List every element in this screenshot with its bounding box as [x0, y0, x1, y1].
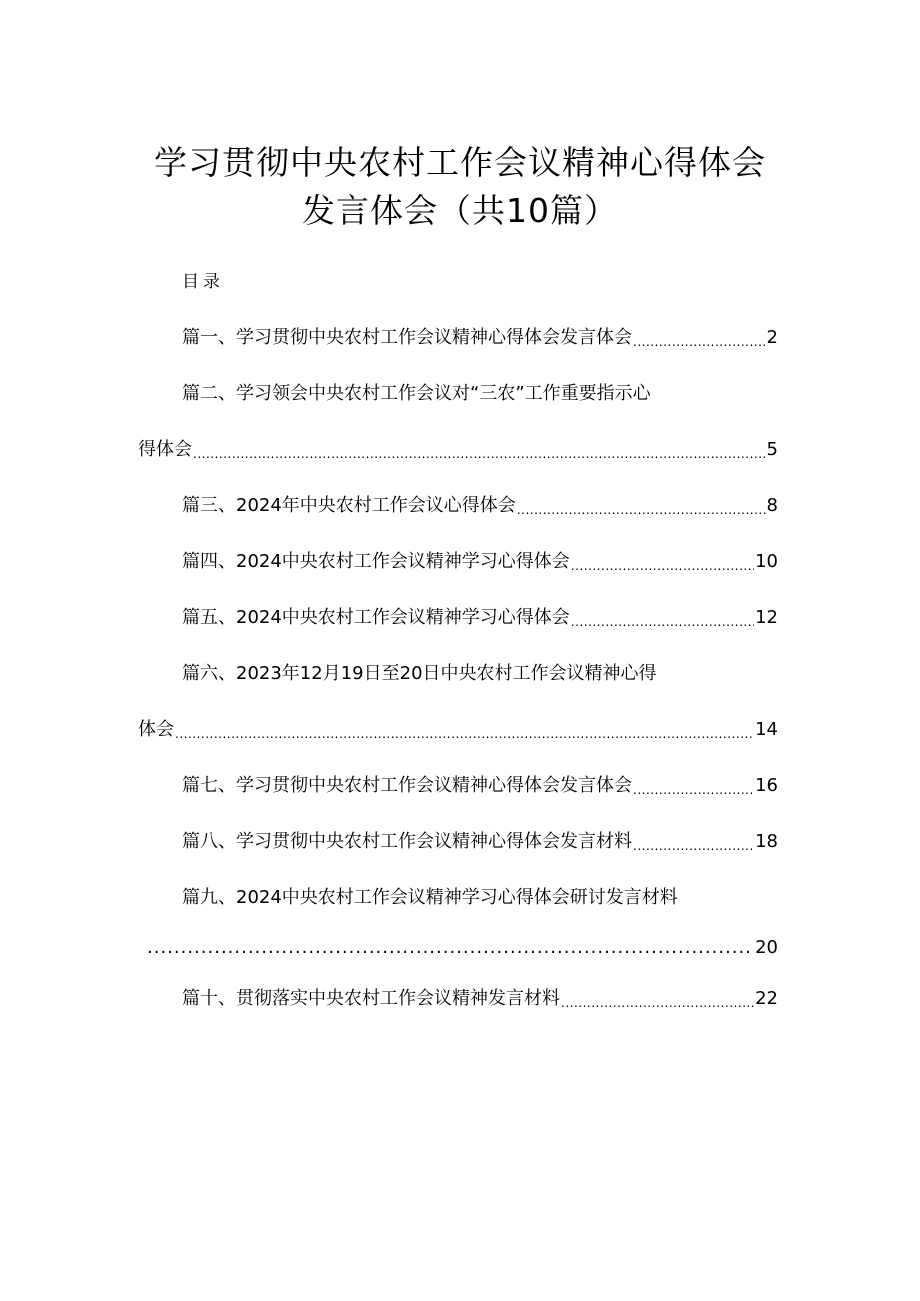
toc-entry-6[interactable] [182, 661, 657, 687]
toc-entry-3[interactable] [182, 493, 778, 519]
toc-leader-dots [517, 501, 766, 519]
toc-entry-5[interactable] [182, 605, 778, 631]
toc-leader-dots [193, 445, 766, 463]
toc-entry-continuation-text: 体会 [138, 719, 174, 740]
toc-entry-page: 20 [755, 937, 778, 958]
toc-heading: 目录 [182, 272, 224, 292]
toc-leader-dots [633, 333, 766, 351]
toc-leader-dots [571, 613, 754, 631]
toc-entry-page: 10 [755, 551, 778, 572]
toc-entry-text: 篇六、2023年12月19日至20日中央农村工作会议精神心得 [182, 663, 657, 684]
toc-entry-page: 22 [755, 988, 778, 1009]
toc-entry-2[interactable] [182, 381, 651, 407]
toc-entry-text: 篇三、2024年中央农村工作会议心得体会 [182, 495, 516, 516]
document-title-line-2: 发言体会（共10篇） [302, 191, 618, 230]
toc-entry-page: 5 [766, 439, 778, 460]
toc-entry-2-continuation[interactable] [138, 437, 778, 463]
toc-entry-text: 篇七、学习贯彻中央农村工作会议精神心得体会发言体会 [182, 775, 632, 796]
document-title-line-1: 学习贯彻中央农村工作会议精神心得体会 [154, 143, 766, 182]
toc-leader-dots [175, 725, 754, 743]
toc-leader-dots [633, 781, 754, 799]
toc-leader-dots [147, 935, 754, 961]
toc-entry-8[interactable] [182, 829, 778, 855]
toc-entry-text: 篇四、2024中央农村工作会议精神学习心得体会 [182, 551, 570, 572]
toc-entry-text: 篇五、2024中央农村工作会议精神学习心得体会 [182, 607, 570, 628]
toc-entry-text: 篇一、学习贯彻中央农村工作会议精神心得体会发言体会 [182, 327, 632, 348]
toc-entry-page: 8 [766, 495, 778, 516]
toc-entry-page: 2 [766, 327, 778, 348]
toc-entry-6-continuation[interactable] [138, 717, 778, 743]
toc-entry-page: 14 [755, 719, 778, 740]
toc-entry-4[interactable] [182, 549, 778, 575]
toc-entry-text: 篇九、2024中央农村工作会议精神学习心得体会研讨发言材料 [182, 887, 678, 908]
toc-entry-9[interactable] [182, 885, 678, 911]
toc-entry-page: 16 [755, 775, 778, 796]
toc-entry-continuation-text: 得体会 [138, 439, 192, 460]
toc-entry-page: 18 [755, 831, 778, 852]
toc-entry-7[interactable] [182, 773, 778, 799]
toc-leader-dots [633, 837, 754, 855]
toc-entry-1[interactable] [182, 325, 778, 351]
toc-entry-9-continuation[interactable] [146, 935, 778, 961]
toc-leader-dots [571, 557, 754, 575]
toc-entry-page: 12 [755, 607, 778, 628]
toc-leader-dots [561, 994, 754, 1012]
toc-entry-text: 篇二、学习领会中央农村工作会议对“三农”工作重要指示心 [182, 383, 651, 404]
toc-entry-text: 篇十、贯彻落实中央农村工作会议精神发言材料 [182, 988, 560, 1009]
toc-entry-10[interactable] [182, 986, 778, 1012]
toc-entry-text: 篇八、学习贯彻中央农村工作会议精神心得体会发言材料 [182, 831, 632, 852]
